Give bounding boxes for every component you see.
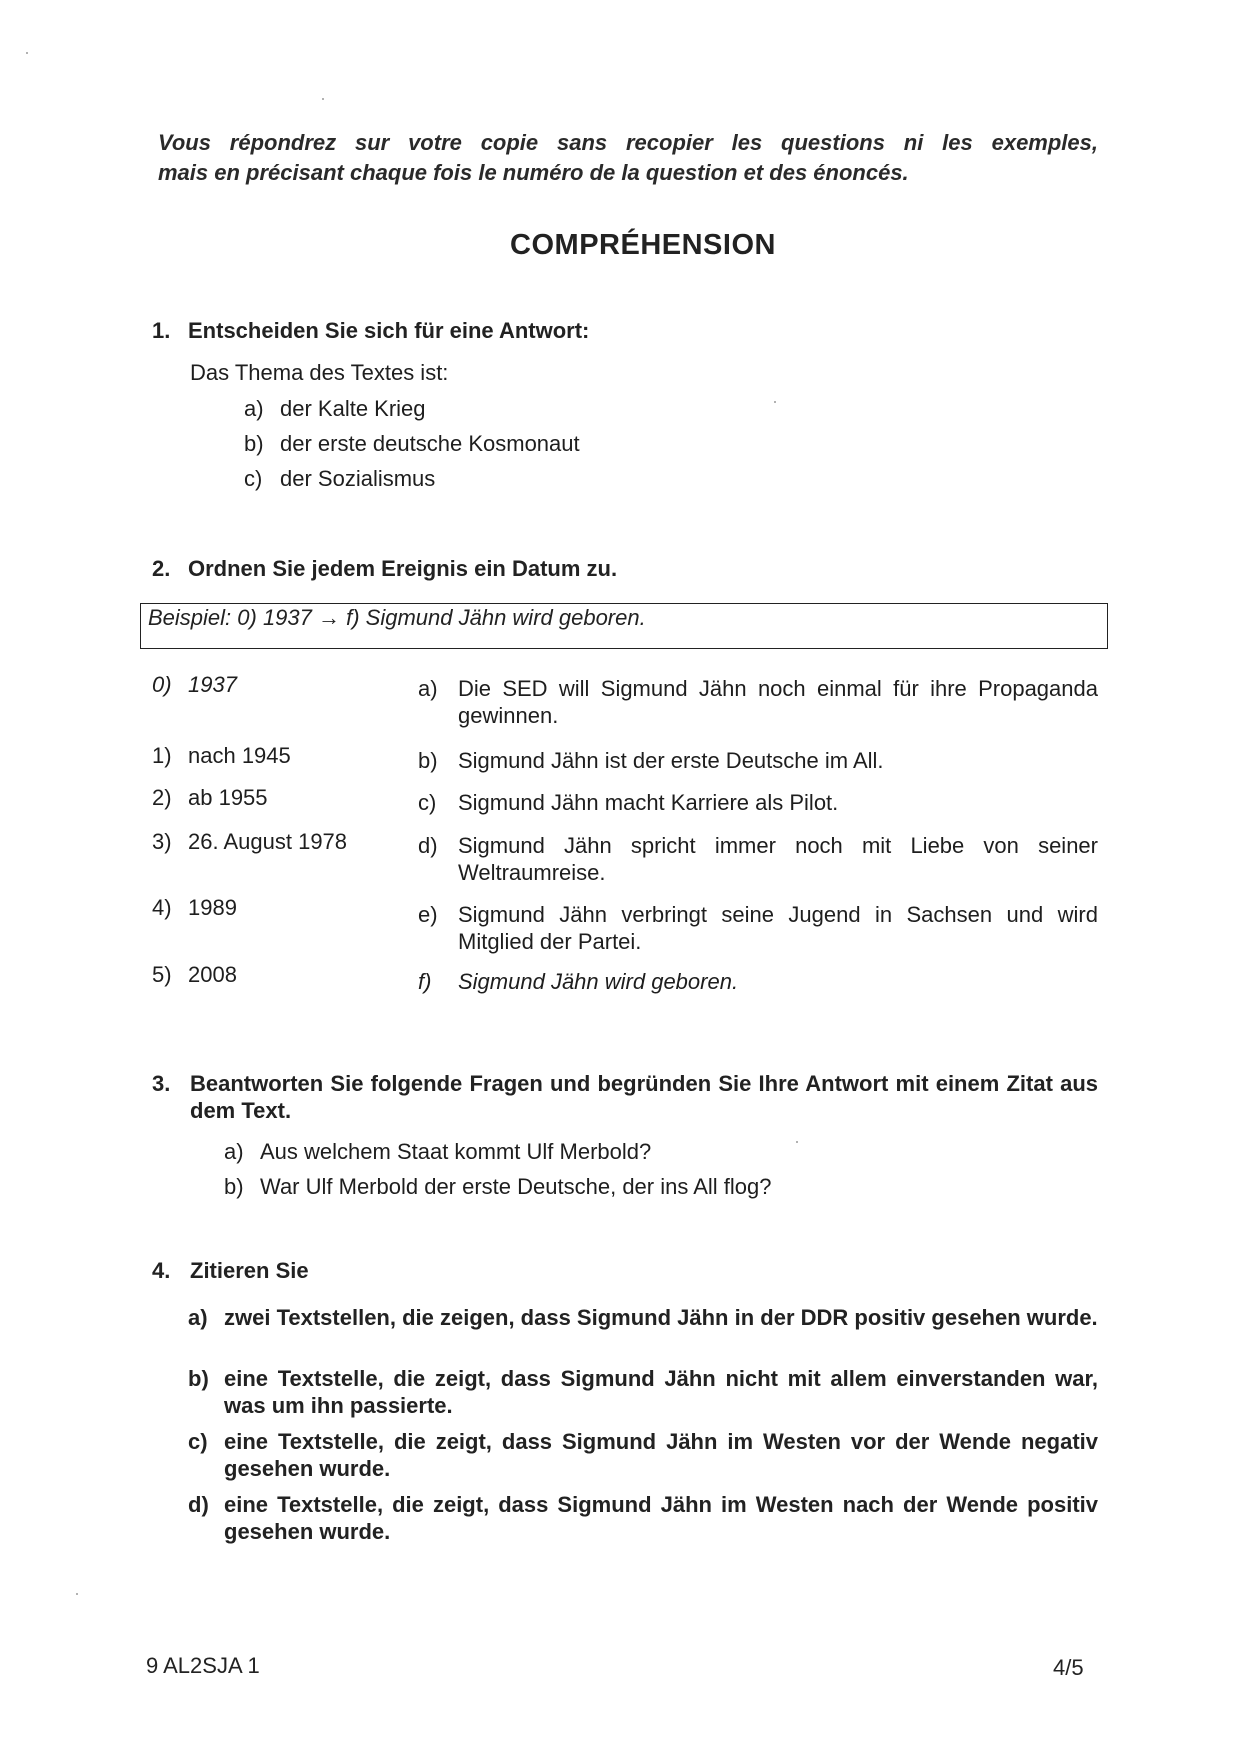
q1-option-a bbox=[244, 396, 426, 422]
date-item-0 bbox=[152, 672, 237, 698]
event-item-d bbox=[418, 832, 1098, 886]
q2-heading bbox=[152, 556, 617, 582]
item-letter: c) bbox=[188, 1429, 208, 1454]
date-number: 1) bbox=[152, 743, 172, 768]
q4-item-a bbox=[188, 1304, 1098, 1331]
event-text: Sigmund Jähn spricht immer noch mit Liebe von seiner Weltraumreise. bbox=[458, 833, 1098, 885]
item-letter: b) bbox=[224, 1174, 244, 1199]
q4-number: 4. bbox=[152, 1258, 171, 1283]
instructions-line-1: Vous répondrez sur votre copie sans recopier les questions ni les exemples, bbox=[158, 130, 1098, 155]
item-letter: a) bbox=[188, 1305, 208, 1330]
event-letter: a) bbox=[418, 676, 438, 701]
scan-speck bbox=[76, 1593, 78, 1595]
item-letter: a) bbox=[224, 1139, 244, 1164]
item-text: War Ulf Merbold der erste Deutsche, der ins All flog? bbox=[260, 1174, 772, 1199]
event-letter: f) bbox=[418, 969, 432, 994]
q2-number: 2. bbox=[152, 556, 171, 581]
item-letter: b) bbox=[188, 1366, 209, 1391]
date-number: 4) bbox=[152, 895, 172, 920]
q3-heading bbox=[152, 1070, 1098, 1124]
q3-item-b bbox=[224, 1174, 772, 1200]
option-letter: c) bbox=[244, 466, 263, 491]
q1-heading bbox=[152, 318, 589, 344]
scan-speck bbox=[26, 52, 28, 54]
date-text: 2008 bbox=[188, 962, 237, 987]
date-text: 26. August 1978 bbox=[188, 829, 348, 854]
date-number: 3) bbox=[152, 829, 172, 854]
event-text: Sigmund Jähn wird geboren. bbox=[458, 969, 739, 994]
item-text: eine Textstelle, die zeigt, dass Sigmund Jähn nicht mit allem einverstanden war, was um ihn passierte. bbox=[224, 1366, 1098, 1418]
q3-number: 3. bbox=[152, 1071, 171, 1096]
q1-option-b bbox=[244, 431, 580, 457]
date-item-5 bbox=[152, 962, 237, 988]
page-title: COMPRÉHENSION bbox=[510, 229, 776, 261]
date-number: 0) bbox=[152, 672, 172, 697]
item-text: Aus welchem Staat kommt Ulf Merbold? bbox=[260, 1139, 652, 1164]
item-text: zwei Textstellen, die zeigen, dass Sigmund Jähn in der DDR positiv gesehen wurde. bbox=[224, 1305, 1098, 1330]
date-number: 2) bbox=[152, 785, 172, 810]
q1-prompt: Das Thema des Textes ist: bbox=[190, 360, 449, 385]
event-letter: d) bbox=[418, 833, 438, 858]
event-letter: e) bbox=[418, 902, 438, 927]
scan-speck bbox=[774, 401, 776, 403]
date-item-4 bbox=[152, 895, 237, 921]
event-item-c bbox=[418, 789, 1098, 816]
event-text: Sigmund Jähn verbringt seine Jugend in Sachsen und wird Mitglied der Partei. bbox=[458, 902, 1098, 954]
q4-item-d bbox=[188, 1491, 1098, 1545]
q4-item-c bbox=[188, 1428, 1098, 1482]
q4-heading bbox=[152, 1258, 309, 1284]
q1-heading-text: Entscheiden Sie sich für eine Antwort: bbox=[188, 318, 590, 343]
option-text: der Sozialismus bbox=[280, 466, 436, 491]
scan-speck bbox=[796, 1141, 798, 1143]
date-number: 5) bbox=[152, 962, 172, 987]
q4-heading-text: Zitieren Sie bbox=[190, 1258, 309, 1283]
event-letter: c) bbox=[418, 790, 437, 815]
date-item-2 bbox=[152, 785, 268, 811]
q3-item-a bbox=[224, 1139, 651, 1165]
option-text: der erste deutsche Kosmonaut bbox=[280, 431, 580, 456]
example-text: Beispiel: 0) 1937 → f) Sigmund Jähn wird geboren. bbox=[148, 605, 646, 630]
q3-heading-text: Beantworten Sie folgende Fragen und begründen Sie Ihre Antwort mit einem Zitat aus dem Text. bbox=[190, 1071, 1098, 1123]
option-letter: a) bbox=[244, 396, 264, 421]
date-text: ab 1955 bbox=[188, 785, 268, 810]
scan-speck bbox=[322, 98, 324, 100]
q1-option-c bbox=[244, 466, 435, 492]
date-text: 1989 bbox=[188, 895, 237, 920]
item-text: eine Textstelle, die zeigt, dass Sigmund Jähn im Westen nach der Wende positiv gesehen wurde. bbox=[224, 1492, 1098, 1544]
q4-item-b bbox=[188, 1365, 1098, 1419]
item-text: eine Textstelle, die zeigt, dass Sigmund Jähn im Westen vor der Wende negativ gesehen wurde. bbox=[224, 1429, 1098, 1481]
date-text: 1937 bbox=[188, 672, 237, 697]
date-item-3 bbox=[152, 829, 347, 855]
event-text: Sigmund Jähn macht Karriere als Pilot. bbox=[458, 790, 839, 815]
option-text: der Kalte Krieg bbox=[280, 396, 426, 421]
event-letter: b) bbox=[418, 748, 438, 773]
event-item-a bbox=[418, 675, 1098, 729]
q1-number: 1. bbox=[152, 318, 171, 343]
date-text: nach 1945 bbox=[188, 743, 291, 768]
footer-exam-code: 9 AL2SJA 1 bbox=[146, 1653, 260, 1678]
event-item-f bbox=[418, 968, 1098, 995]
event-item-e bbox=[418, 901, 1098, 955]
footer-page-number: 4/5 bbox=[1053, 1655, 1084, 1680]
event-text: Die SED will Sigmund Jähn noch einmal für ihre Propaganda gewinnen. bbox=[458, 676, 1098, 728]
option-letter: b) bbox=[244, 431, 264, 456]
instructions bbox=[158, 128, 1098, 188]
q2-heading-text: Ordnen Sie jedem Ereignis ein Datum zu. bbox=[188, 556, 618, 581]
event-text: Sigmund Jähn ist der erste Deutsche im All. bbox=[458, 748, 884, 773]
instructions-line-2: mais en précisant chaque fois le numéro de la question et des énoncés. bbox=[158, 160, 909, 185]
event-item-b bbox=[418, 747, 1098, 774]
date-item-1 bbox=[152, 743, 291, 769]
item-letter: d) bbox=[188, 1492, 209, 1517]
